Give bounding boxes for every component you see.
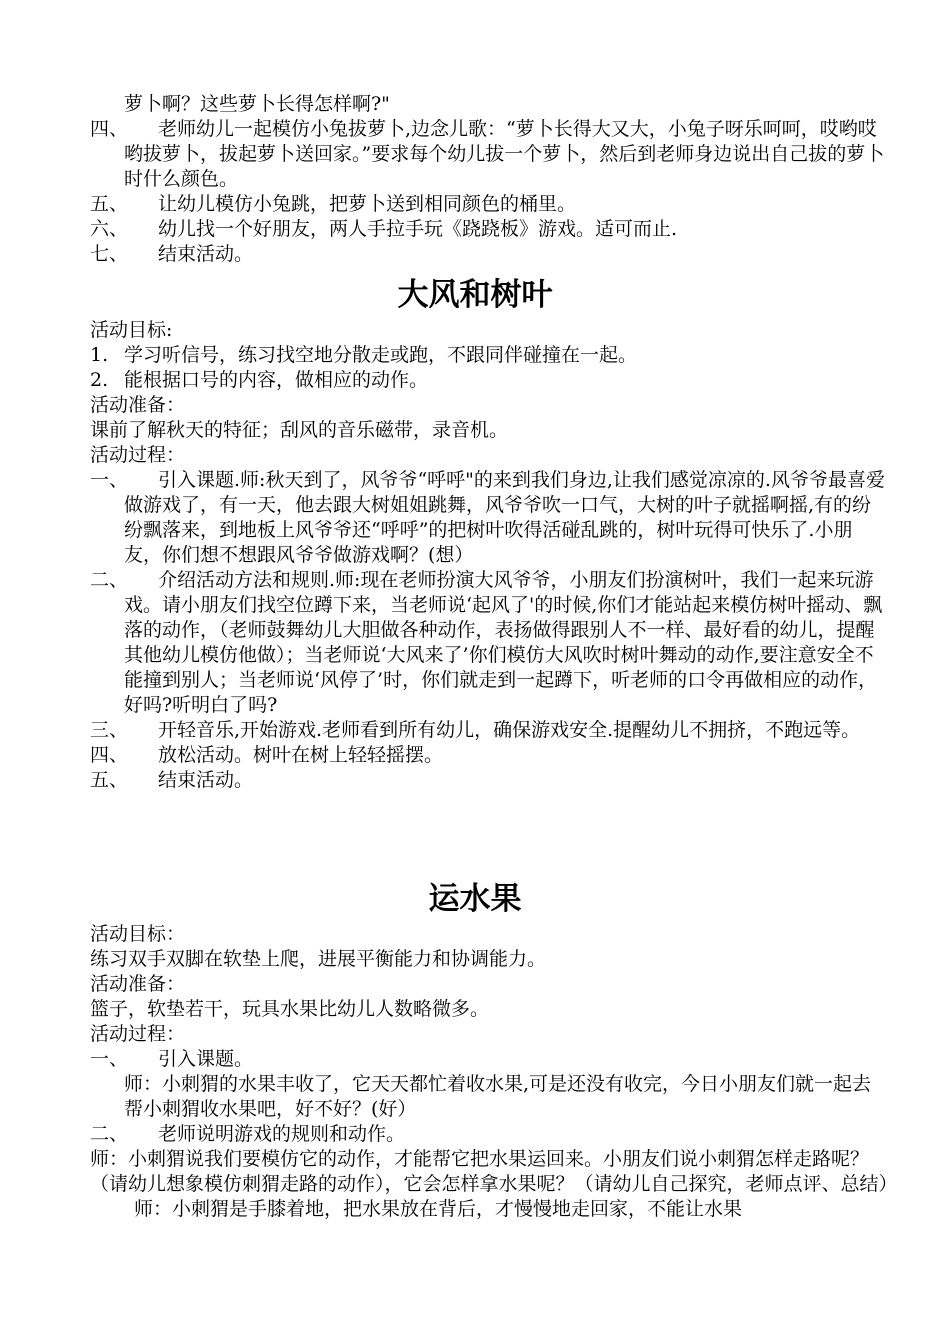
- list-number: 五、: [90, 193, 129, 215]
- list-item: [0, 117, 950, 192]
- step-number: 一、: [90, 1048, 129, 1070]
- section-carrot-tail: [0, 92, 950, 267]
- list-text: 让幼儿模仿小兔跳，把萝卜送到相同颜色的桶里。: [158, 193, 577, 215]
- goal-text: 能根据口号的内容，做相应的动作。: [124, 369, 429, 391]
- goal-number: 2.: [90, 369, 109, 391]
- step-text: 引入课题.师:秋天到了，风爷爷“呼呼"的来到我们身边,让我们感觉凉凉的.风爷爷最喜爱做游戏了，有一天，他去跟大树姐姐跳舞，风爷爷吹一口气，大树的叶子就摇啊摇,有的纷纷飘落来，到地板上风爷爷还“呼呼”的把树叶吹得活碰乱跳的，树叶玩得可快乐了.小朋友，你们想不想跟风爷爷做游戏啊？(想）: [124, 469, 885, 566]
- goal-number: 1.: [90, 344, 109, 366]
- prep-text: 篮子，软垫若干，玩具水果比幼儿人数略微多。: [90, 998, 490, 1020]
- step-detail: 师：小刺猬是手膝着地，把水果放在背后，才慢慢地走回家，不能让水果: [134, 1198, 743, 1220]
- list-number: 六、: [90, 218, 129, 240]
- list-number: 四、: [90, 118, 129, 140]
- process-heading: 活动过程：: [90, 444, 186, 466]
- goal-text: 练习双手双脚在软垫上爬，进展平衡能力和协调能力。: [90, 948, 547, 970]
- continued-line: 萝卜啊？这些萝卜长得怎样啊?": [124, 93, 390, 115]
- step-item: [0, 743, 950, 768]
- step-text: 放松活动。树叶在树上轻轻摇摆。: [158, 744, 444, 766]
- section-title: 运水果: [428, 881, 522, 917]
- step-number: 二、: [90, 1123, 129, 1145]
- list-item: [0, 217, 950, 242]
- prep-text: 课前了解秋天的特征；刮风的音乐磁带，录音机。: [90, 419, 509, 441]
- step-number: 四、: [90, 744, 129, 766]
- step-detail: 师：小刺猬的水果丰收了，它天天都忙着收水果,可是还没有收完，今日小朋友们就一起去帮小刺猬收水果吧，好不好？(好）: [124, 1073, 872, 1120]
- step-number: 一、: [90, 469, 129, 491]
- step-number: 三、: [90, 719, 129, 741]
- section-title: 大风和树叶: [397, 277, 553, 313]
- step-item: [0, 568, 950, 718]
- step-item: [0, 468, 950, 568]
- goal-heading: 活动目标：: [90, 923, 186, 945]
- list-number: 七、: [90, 243, 129, 265]
- goal-item: [0, 368, 950, 393]
- step-text: 引入课题。: [158, 1048, 254, 1070]
- process-heading: 活动过程：: [90, 1023, 186, 1045]
- list-item: [0, 192, 950, 217]
- step-item: [0, 1047, 950, 1072]
- step-text: 介绍活动方法和规则.师:现在老师扮演大风爷爷，小朋友们扮演树叶，我们一起来玩游戏。请小朋友们找空位蹲下来，当老师说‘起风了'的时候,你们才能站起来模仿树叶摇动、飘落的动作，（老师鼓舞幼儿大胆做各种动作，表扬做得跟别人不一样、最好看的幼儿，提醒其他幼儿模仿他做）；当老师说‘大风来了’你们模仿大风吹时树叶舞动的动作,要注意安全不能撞到别人；当老师说‘风停了’时，你们就走到一起蹲下，听老师的口令再做相应的动作，好吗?听明白了吗?: [124, 569, 883, 716]
- list-item: [0, 242, 950, 267]
- step-number: 二、: [90, 569, 129, 591]
- list-text: 幼儿找一个好朋友，两人手拉手玩《跷跷板》游戏。适可而止.: [158, 218, 678, 240]
- step-number: 五、: [90, 769, 129, 791]
- step-item: [0, 718, 950, 743]
- section-wind-leaves: [0, 272, 950, 793]
- step-text: 开轻音乐,开始游戏.老师看到所有幼儿，确保游戏安全.提醒幼儿不拥挤，不跑远等。: [158, 719, 861, 741]
- step-text: 结束活动。: [158, 769, 254, 791]
- goal-item: [0, 343, 950, 368]
- step-detail: 师：小刺猬说我们要模仿它的动作，才能帮它把水果运回来。小朋友们说小刺猬怎样走路呢？（请幼儿想象模仿刺猬走路的动作），它会怎样拿水果呢？（请幼儿自己探究，老师点评、总结）: [90, 1148, 898, 1195]
- step-item: [0, 768, 950, 793]
- list-text: 老师幼儿一起模仿小兔拔萝卜,边念儿歌：“萝卜长得大又大，小兔子呀乐呵呵，哎哟哎哟拔萝卜，拔起萝卜送回家。”要求每个幼儿拔一个萝卜，然后到老师身边说出自己拔的萝卜时什么颜色。: [124, 118, 885, 190]
- goal-text: 学习听信号，练习找空地分散走或跑，不跟同伴碰撞在一起。: [124, 344, 638, 366]
- list-text: 结束活动。: [158, 243, 254, 265]
- step-item: [0, 1122, 950, 1147]
- goal-heading: 活动目标:: [90, 319, 173, 341]
- section-carry-fruit: [0, 876, 950, 1222]
- prep-heading: 活动准备：: [90, 394, 186, 416]
- step-text: 老师说明游戏的规则和动作。: [158, 1123, 406, 1145]
- prep-heading: 活动准备：: [90, 973, 186, 995]
